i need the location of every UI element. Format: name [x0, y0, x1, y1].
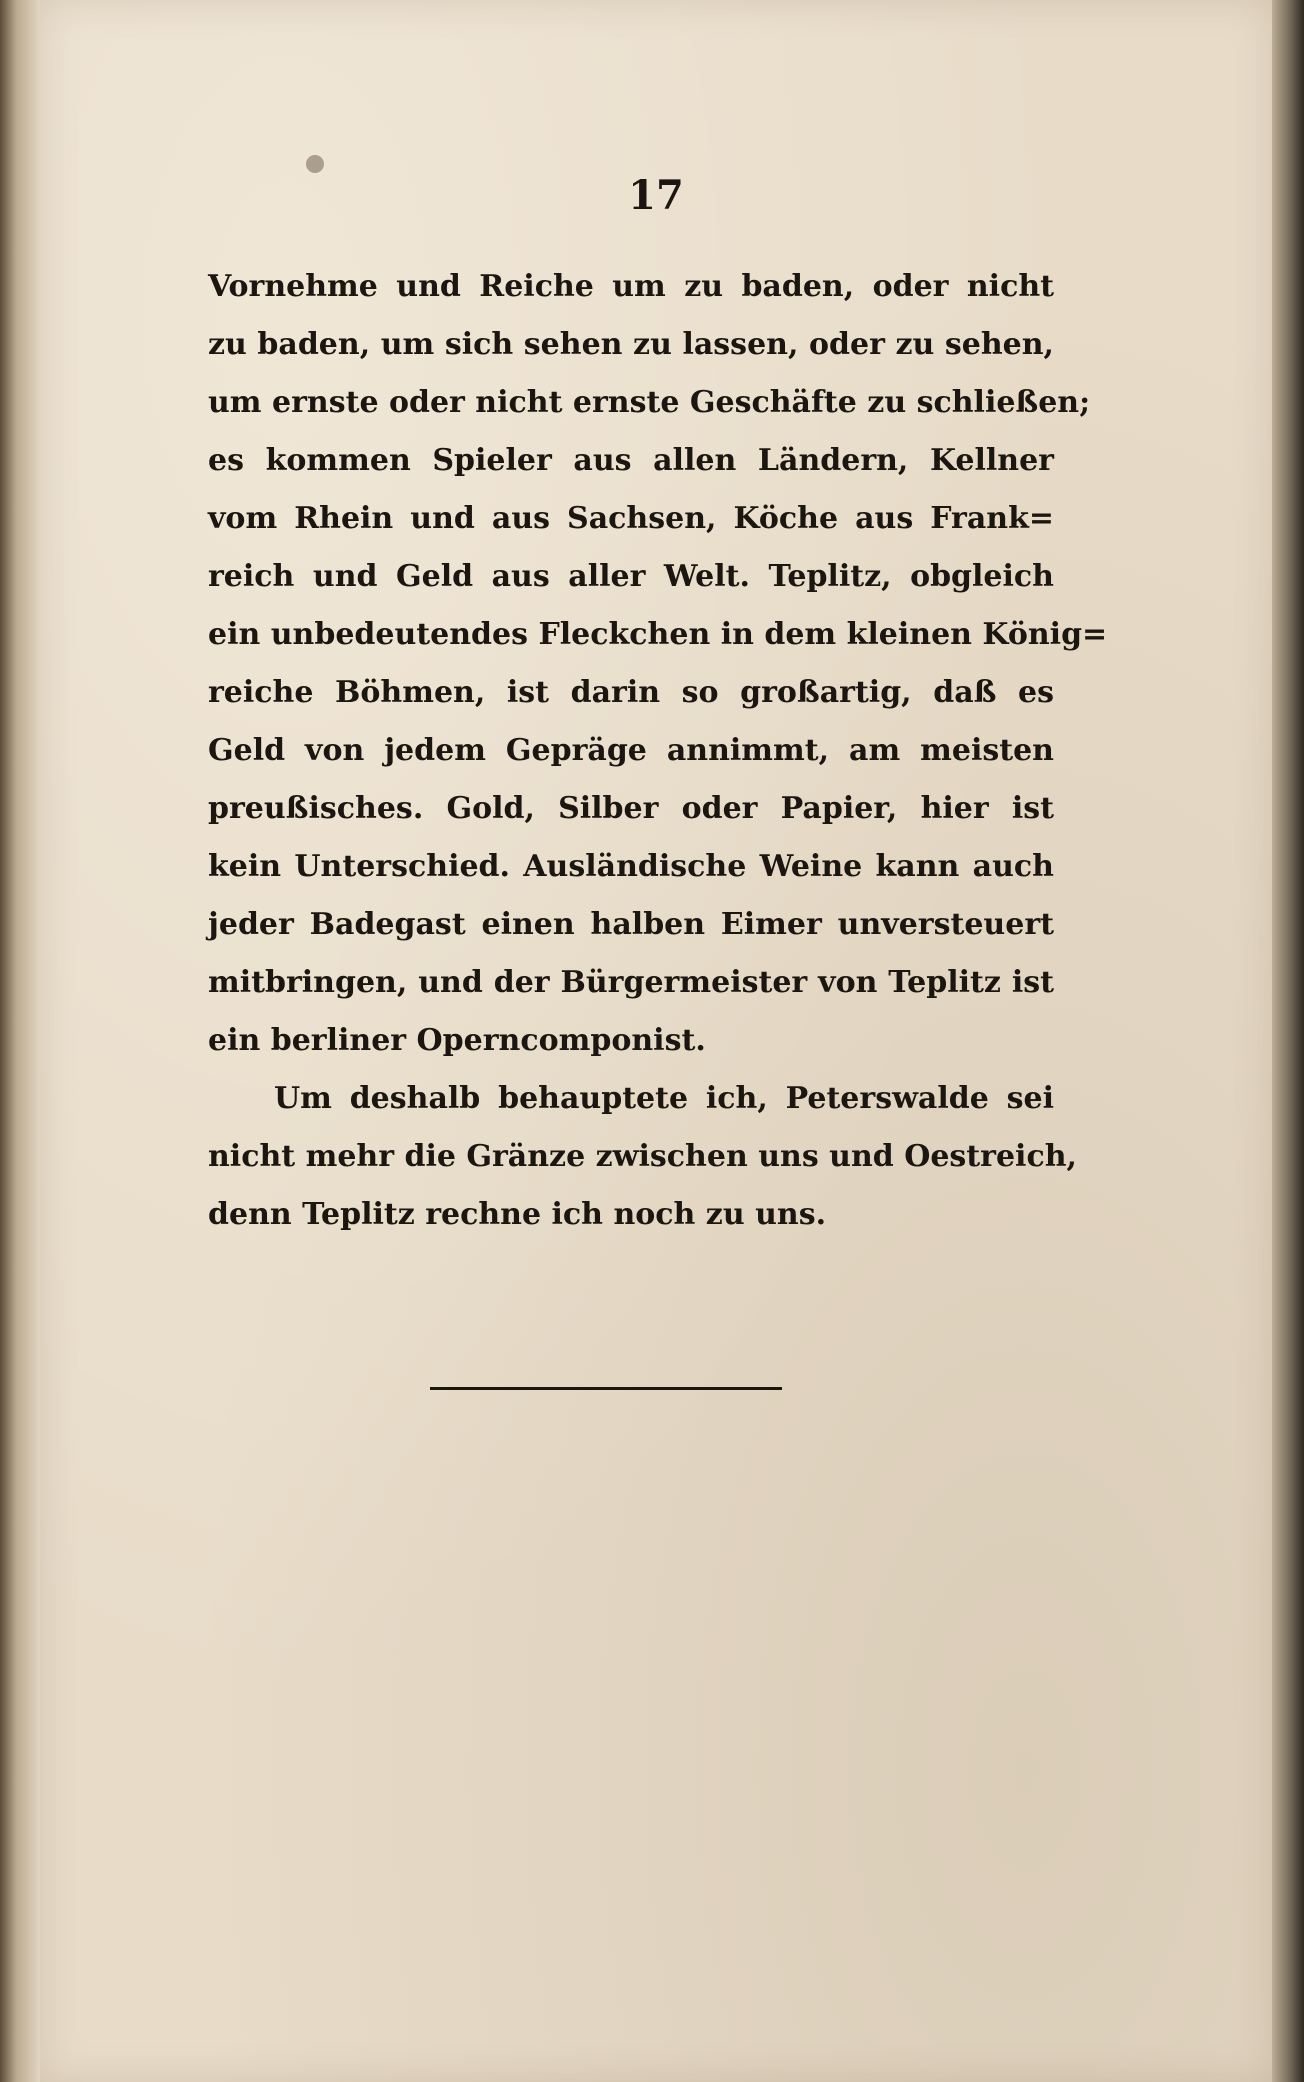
- page-right-edge: [1272, 0, 1304, 2082]
- text-line: mitbringen, und der Bürgermeister von Teplitz ist: [208, 965, 1054, 1000]
- text-line: ein berliner Operncomponist.: [208, 1023, 706, 1058]
- page-left-edge: [0, 0, 40, 2082]
- text-line: reiche Böhmen, ist darin so großartig, daß es: [208, 675, 1054, 710]
- text-line: denn Teplitz rechne ich noch zu uns.: [208, 1197, 827, 1232]
- paragraph-1: [208, 258, 1108, 1070]
- paragraph-2: [208, 1070, 1077, 1244]
- text-line: Geld von jedem Gepräge annimmt, am meisten: [208, 733, 1054, 768]
- text-line: Vornehme und Reiche um zu baden, oder nicht: [208, 269, 1054, 304]
- text-line: Um deshalb behauptete ich, Peterswalde sei: [274, 1081, 1054, 1116]
- section-divider: [430, 1387, 782, 1390]
- text-line: vom Rhein und aus Sachsen, Köche aus Frank=: [208, 501, 1054, 536]
- text-line: jeder Badegast einen halben Eimer unversteuert: [208, 907, 1054, 942]
- text-line: preußisches. Gold, Silber oder Papier, hier ist: [208, 791, 1054, 826]
- text-line: kein Unterschied. Ausländische Weine kann auch: [208, 849, 1054, 884]
- text-line: zu baden, um sich sehen zu lassen, oder zu sehen,: [208, 327, 1054, 362]
- text-line: um ernste oder nicht ernste Geschäfte zu schließen;: [208, 385, 1091, 420]
- text-line: ein unbedeutendes Fleckchen in dem kleinen König=: [208, 617, 1108, 652]
- page-number: 17: [628, 172, 684, 219]
- text-line: reich und Geld aus aller Welt. Teplitz, obgleich: [208, 559, 1054, 594]
- text-line: es kommen Spieler aus allen Ländern, Kellner: [208, 443, 1054, 478]
- book-page: [40, 0, 1272, 2082]
- text-line: nicht mehr die Gränze zwischen uns und Oestreich,: [208, 1139, 1077, 1174]
- body-text: [208, 258, 1108, 1244]
- ink-spot: [306, 155, 324, 173]
